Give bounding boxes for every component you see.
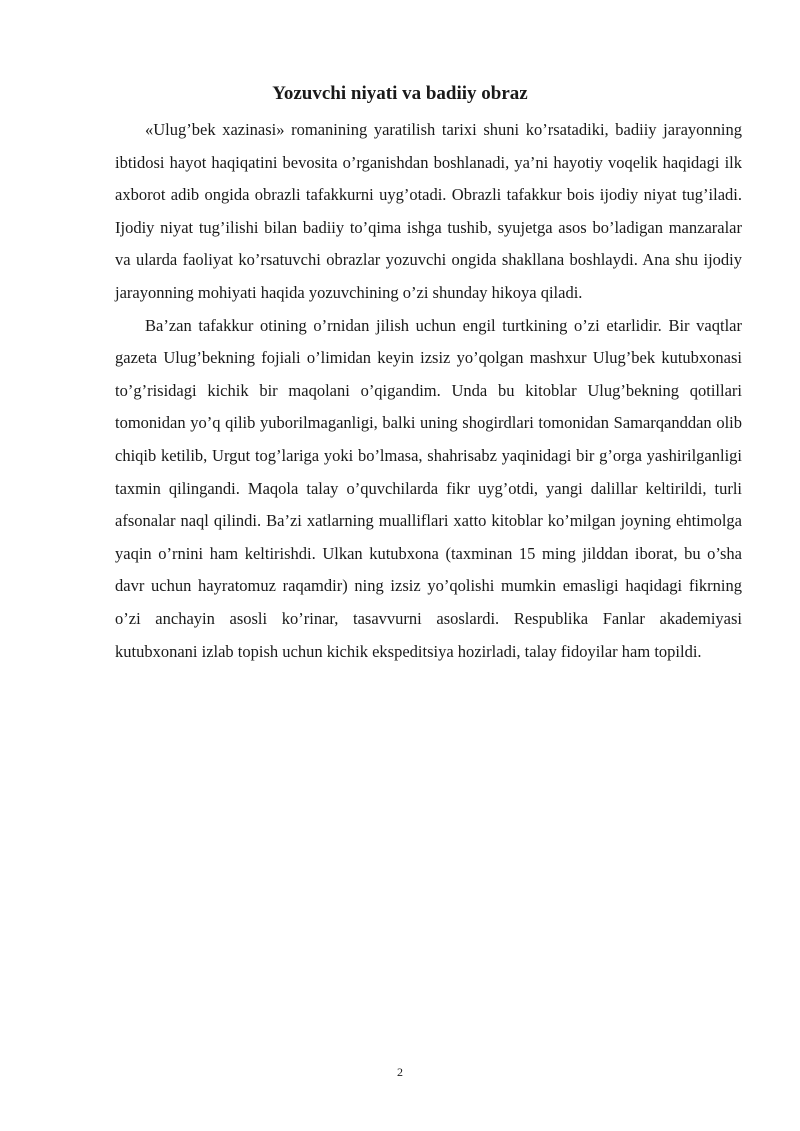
paragraph-2: Ba’zan tafakkur otining o’rnidan jilish uchun engil turtkining o’zi etarlidir. Bir vaqtlar gazeta Ulug’bekning fojiali o’limidan keyin izsiz yo’qolgan mashxur Ulug’bek kutubxonasi to’g’risidagi kichik bir maqolani o’qigandim. Unda bu kitoblar Ulug’bekning qotillari tomonidan yo’q qilib yuborilmaganligi, balki uning shogirdlari tomonidan Samarqanddan olib chiqib ketilib, Urgut tog’lariga yoki bo’lmasa, shahrisabz yaqinidagi bir g’orga yashirilganligi taxmin qilingandi. Maqola talay o’quvchilarda fikr uyg’otdi, yangi dalillar keltirildi, turli afsonalar naql qilindi. Ba’zi xatlarning mualliflari xatto kitoblar ko’milgan joyning ehtimolga yaqin o’rnini ham keltirishdi. Ulkan kutubxona (taxminan 15 ming jilddan iborat, bu o’sha davr uchun hayratomuz raqamdir) ning izsiz yo’qolishi mumkin emasligi haqidagi fikrning o’zi anchayin asosli ko’rinar, tasavvurni asoslardi. Respublika Fanlar akademiyasi kutubxonani izlab topish uchun kichik ekspeditsiya hozirladi, talay fidoyilar ham topildi. xyxy=(115,315,742,661)
document-body xyxy=(115,114,742,668)
paragraph-1: «Ulug’bek xazinasi» romanining yaratilish tarixi shuni ko’rsatadiki, badiiy jarayonning ibtidosi hayot haqiqatini bevosita o’rganishdan boshlanadi, ya’ni hayotiy voqelik haqidagi ilk axborot adib ongida obrazli tafakkurni uyg’otadi. Obrazli tafakkur bois ijodiy niyat tug’iladi. Ijodiy niyat tug’ilishi bilan badiiy to’qima ishga tushib, syujetga asos bo’ladigan manzaralar va ularda faoliyat ko’rsatuvchi obrazlar yozuvchi ongida shakllana boshlaydi. Ana shu ijodiy jarayonning mohiyati haqida yozuvchining o’zi shunday hikoya qiladi. xyxy=(115,120,742,302)
document-title: Yozuvchi niyati va badiiy obraz xyxy=(272,83,528,104)
page-number: 2 xyxy=(397,1065,403,1079)
